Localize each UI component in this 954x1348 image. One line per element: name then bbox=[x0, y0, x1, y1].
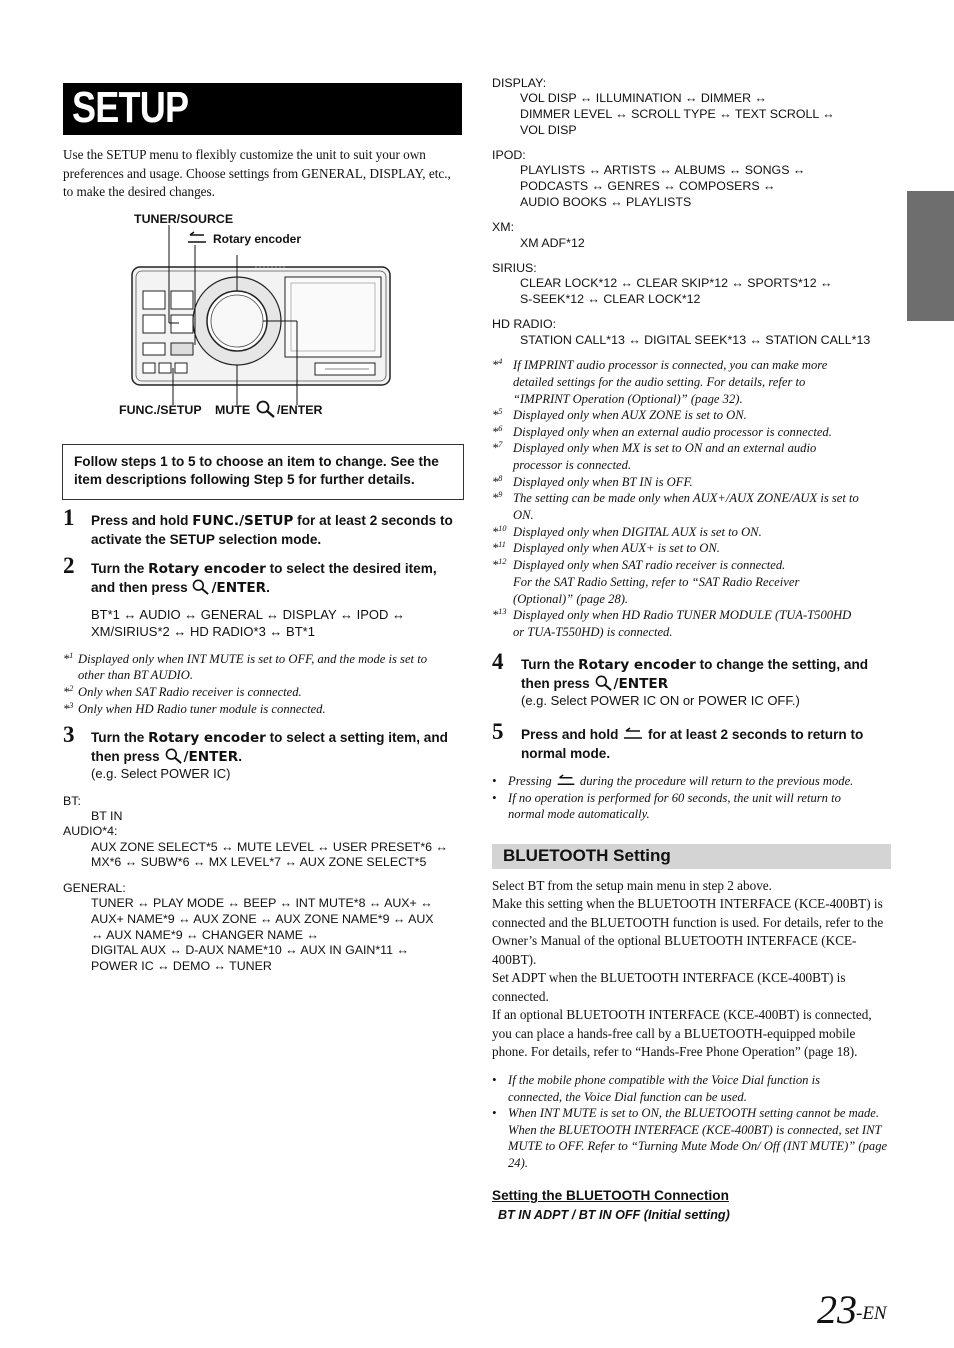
footnote-11: Displayed only when AUX+ is set to ON. bbox=[513, 541, 720, 555]
footnote-8: Displayed only when BT IN is OFF. bbox=[513, 475, 693, 489]
footnote-marker: *$^3$ bbox=[63, 700, 74, 716]
bt-paragraph-4: If an optional BLUETOOTH INTERFACE (KCE-400BT) is connected, you can place a hands-free call by a BLUETOOTH-equipped mobile phone. For details, refer to “Hands-Free Phone Operation” (page 18). bbox=[492, 1007, 872, 1060]
footnote-12-line-3: (Optional)” (page 28). bbox=[513, 592, 629, 606]
list-ipod-line-3: AUDIO BOOKS ↔ PLAYLISTS bbox=[520, 195, 692, 209]
bullet-2-line-2: normal mode automatically. bbox=[508, 807, 650, 821]
list-ipod-line-2: PODCASTS ↔ GENRES ↔ COMPOSERS ↔ bbox=[520, 179, 776, 193]
label-func-setup: FUNC./SETUP bbox=[119, 403, 202, 417]
step-3-example: (e.g. Select POWER IC) bbox=[91, 766, 231, 781]
footnote-marker: *$^9$ bbox=[492, 489, 503, 505]
list-general-line-5: POWER IC ↔ DEMO ↔ TUNER bbox=[91, 959, 272, 973]
list-audio-line-2: MX*6 ↔ SUBW*6 ↔ MX LEVEL*7 ↔ AUX ZONE SELECT*5 bbox=[91, 855, 427, 869]
bullet-dot: • bbox=[492, 1073, 497, 1087]
label-enter: /ENTER bbox=[277, 403, 323, 417]
step-1-number: 1 bbox=[63, 505, 75, 530]
step-2-sequence-line-1: BT*1 ↔ AUDIO ↔ GENERAL ↔ DISPLAY ↔ IPOD ↔ bbox=[91, 607, 406, 622]
page-number-suffix: -EN bbox=[856, 1303, 887, 1324]
label-mute: MUTE bbox=[215, 403, 251, 417]
list-bt-item: BT IN bbox=[91, 809, 123, 823]
footnote-12-line-1: Displayed only when SAT radio receiver is connected. bbox=[513, 558, 786, 572]
label-tuner-source: TUNER/SOURCE bbox=[134, 212, 234, 226]
step-5-number: 5 bbox=[492, 719, 504, 744]
footnote-10: Displayed only when DIGITAL AUX is set to ON. bbox=[513, 525, 762, 539]
step-2-number: 2 bbox=[63, 553, 75, 578]
list-display-line-2: DIMMER LEVEL ↔ SCROLL TYPE ↔ TEXT SCROLL ↔ bbox=[520, 107, 835, 121]
footnote-marker: *$^5$ bbox=[492, 406, 503, 422]
footnote-marker: *$^1$ bbox=[63, 650, 74, 666]
step-2-text: Turn the Rotary encoder to select the desired item, and then press /ENTER. bbox=[91, 561, 437, 596]
step-3-text: Turn the Rotary encoder to select a setting item, and then press /ENTER. bbox=[91, 730, 448, 765]
footnote-3: Only when HD Radio tuner module is connected. bbox=[78, 702, 326, 716]
list-audio-line-1: AUX ZONE SELECT*5 ↔ MUTE LEVEL ↔ USER PRESET*6 ↔ bbox=[91, 840, 448, 854]
footnote-1-line-1: Displayed only when INT MUTE is set to OFF, and the mode is set to bbox=[78, 652, 427, 666]
footnote-marker: *$^7$ bbox=[492, 439, 503, 455]
list-sirius-line-2: S-SEEK*12 ↔ CLEAR LOCK*12 bbox=[520, 292, 701, 306]
list-bt-heading: BT: bbox=[63, 794, 81, 808]
label-rotary-encoder: Rotary encoder bbox=[213, 232, 302, 246]
head-unit-illustration bbox=[125, 225, 400, 405]
step-2-sequence-line-2: XM/SIRIUS*2 ↔ HD RADIO*3 ↔ BT*1 bbox=[91, 624, 315, 639]
list-general-line-3: ↔ AUX NAME*9 ↔ CHANGER NAME ↔ bbox=[91, 928, 319, 942]
section-title-bluetooth: BLUETOOTH Setting bbox=[503, 846, 671, 865]
footnote-marker: *$^4$ bbox=[492, 356, 503, 372]
bt-paragraph-2: Make this setting when the BLUETOOTH INTERFACE (KCE-400BT) is connected and the BLUETOOTH function is used. For details, refer to the Owner’s Manual of the optional BLUETOOTH INTERFACE (KCE-400BT). bbox=[492, 896, 884, 967]
search-icon bbox=[594, 675, 614, 691]
footnote-marker: *$^6$ bbox=[492, 423, 503, 439]
side-tab bbox=[907, 191, 954, 321]
back-icon bbox=[622, 727, 644, 741]
list-general-line-2: AUX+ NAME*9 ↔ AUX ZONE ↔ AUX ZONE NAME*9 ↔ AUX bbox=[91, 912, 434, 926]
list-hd-radio-line-1: STATION CALL*13 ↔ DIGITAL SEEK*13 ↔ STATION CALL*13 bbox=[520, 333, 871, 347]
footnote-marker: *$^{10}$ bbox=[492, 523, 507, 539]
back-icon bbox=[555, 774, 577, 787]
list-xm-heading: XM: bbox=[492, 220, 515, 234]
step-1-text: Press and hold FUNC./SETUP for at least 2 seconds to activate the SETUP selection mode. bbox=[91, 513, 453, 547]
bullet-dot: • bbox=[492, 774, 497, 788]
footnote-marker: *$^{12}$ bbox=[492, 556, 507, 572]
bt-paragraph-1: Select BT from the setup main menu in step 2 above. bbox=[492, 878, 772, 893]
list-display-line-3: VOL DISP bbox=[520, 123, 577, 137]
search-icon bbox=[256, 400, 276, 423]
bt-bullet-1: If the mobile phone compatible with the Voice Dial function is connected, the Voice Dial function can be used. bbox=[508, 1073, 820, 1104]
intro-paragraph: Use the SETUP menu to flexibly customize the unit to suit your own preferences and usage. Choose settings from GENERAL, DISPLAY, etc., to make the desired changes. bbox=[63, 147, 451, 200]
list-general-line-4: DIGITAL AUX ↔ D-AUX NAME*10 ↔ AUX IN GAIN*11 ↔ bbox=[91, 943, 409, 957]
footnote-9-line-1: The setting can be made only when AUX+/AUX ZONE/AUX is set to bbox=[513, 491, 859, 505]
bt-sub-note: BT IN ADPT / BT IN OFF (Initial setting) bbox=[498, 1208, 730, 1222]
list-xm-line-1: XM ADF*12 bbox=[520, 236, 585, 250]
list-ipod-heading: IPOD: bbox=[492, 148, 526, 162]
footnote-marker: *$^8$ bbox=[492, 473, 503, 489]
instruction-box-text: Follow steps 1 to 5 to choose an item to change. See the item descriptions following Step 5 for further details. bbox=[74, 454, 439, 487]
bullet-dot: • bbox=[492, 1106, 497, 1120]
bullet-1: Pressing during the procedure will return to the previous mode. bbox=[508, 774, 854, 788]
list-general-heading: GENERAL: bbox=[63, 881, 126, 895]
bt-subheading: Setting the BLUETOOTH Connection bbox=[492, 1188, 729, 1203]
search-icon bbox=[164, 748, 184, 764]
footnote-marker: *$^2$ bbox=[63, 683, 74, 699]
list-sirius-heading: SIRIUS: bbox=[492, 261, 537, 275]
list-hd-radio-heading: HD RADIO: bbox=[492, 317, 557, 331]
page-title: SETUP bbox=[72, 83, 189, 132]
search-icon bbox=[191, 579, 211, 595]
list-general-line-1: TUNER ↔ PLAY MODE ↔ BEEP ↔ INT MUTE*8 ↔ AUX+ ↔ bbox=[91, 896, 433, 910]
footnote-13-line-2: or TUA-T550HD) is connected. bbox=[513, 625, 673, 639]
footnote-4-line-3: “IMPRINT Operation (Optional)” (page 32). bbox=[513, 392, 743, 406]
bt-bullet-2: When INT MUTE is set to ON, the BLUETOOTH setting cannot be made. When the BLUETOOTH INTERFACE (KCE-400BT) is connected, set INT MUTE to OFF. Refer to “Turning Mute Mode On/ Off (INT MUTE)” (page 24). bbox=[508, 1106, 888, 1170]
list-audio-heading: AUDIO*4: bbox=[63, 824, 118, 838]
bullet-2-line-1: If no operation is performed for 60 seconds, the unit will return to bbox=[508, 791, 841, 805]
footnote-7-line-2: processor is connected. bbox=[513, 458, 632, 472]
list-ipod-line-1: PLAYLISTS ↔ ARTISTS ↔ ALBUMS ↔ SONGS ↔ bbox=[520, 163, 806, 177]
footnote-5: Displayed only when AUX ZONE is set to ON. bbox=[513, 408, 747, 422]
bullet-dot: • bbox=[492, 791, 497, 805]
footnote-6: Displayed only when an external audio processor is connected. bbox=[513, 425, 832, 439]
footnote-7-line-1: Displayed only when MX is set to ON and an external audio bbox=[513, 441, 817, 455]
bt-paragraph-3: Set ADPT when the BLUETOOTH INTERFACE (KCE-400BT) is connected. bbox=[492, 970, 846, 1004]
footnote-1-line-2: other than BT AUDIO. bbox=[78, 668, 193, 682]
footnote-4-line-1: If IMPRINT audio processor is connected, you can make more bbox=[513, 358, 828, 372]
footnote-12-line-2: For the SAT Radio Setting, refer to “SAT Radio Receiver bbox=[513, 575, 800, 589]
footnote-2: Only when SAT Radio receiver is connected. bbox=[78, 685, 302, 699]
list-display-line-1: VOL DISP ↔ ILLUMINATION ↔ DIMMER ↔ bbox=[520, 91, 767, 105]
list-display-heading: DISPLAY: bbox=[492, 76, 547, 90]
footnote-9-line-2: ON. bbox=[513, 508, 534, 522]
step-4-text: Turn the Rotary encoder to change the setting, and then press /ENTER bbox=[521, 657, 869, 692]
step-3-number: 3 bbox=[63, 722, 75, 747]
footnote-marker: *$^{11}$ bbox=[492, 539, 506, 555]
page-number: 23 bbox=[817, 1287, 857, 1332]
list-sirius-line-1: CLEAR LOCK*12 ↔ CLEAR SKIP*12 ↔ SPORTS*12 ↔ bbox=[520, 276, 833, 290]
step-4-example: (e.g. Select POWER IC ON or POWER IC OFF.) bbox=[521, 693, 800, 708]
footnote-4-line-2: detailed settings for the audio setting. For details, refer to bbox=[513, 375, 806, 389]
footnote-13-line-1: Displayed only when HD Radio TUNER MODULE (TUA-T500HD bbox=[513, 608, 852, 622]
step-5-text: Press and hold for at least 2 seconds to return to normal mode. bbox=[521, 727, 864, 761]
footnote-marker: *$^{13}$ bbox=[492, 606, 507, 622]
step-4-number: 4 bbox=[492, 649, 504, 674]
